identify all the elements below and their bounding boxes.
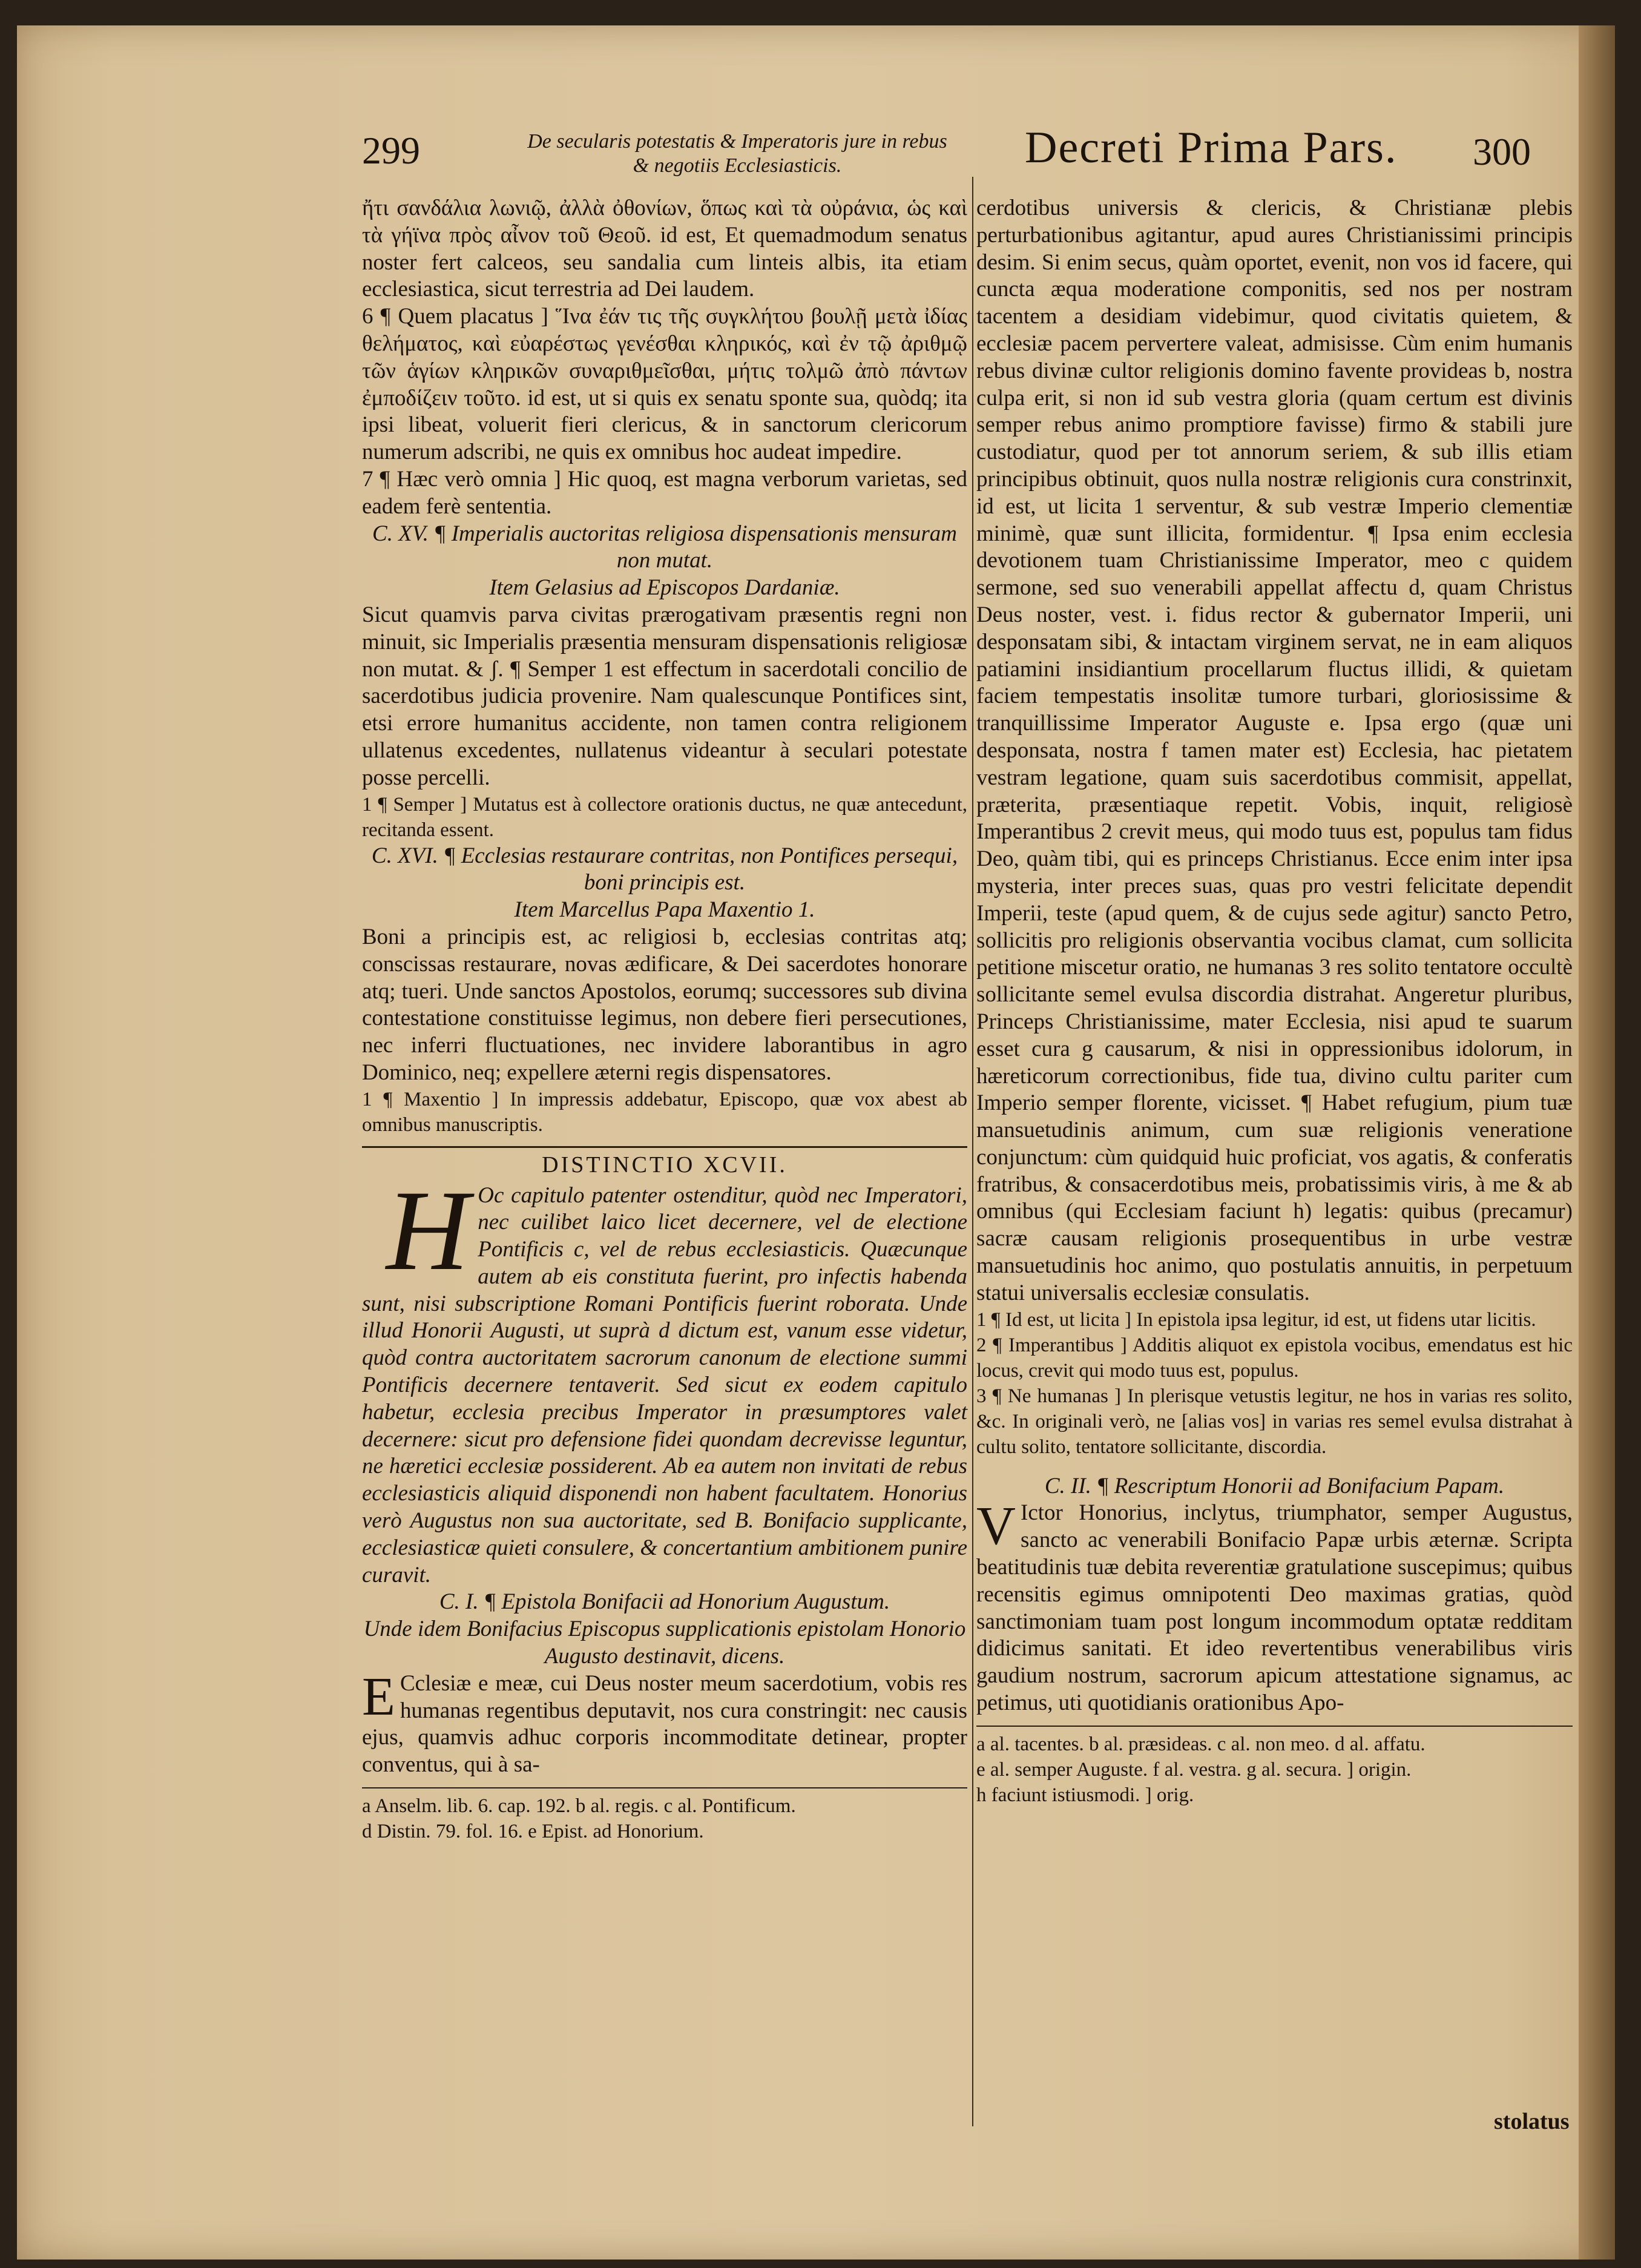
footnote-right-2: e al. semper Auguste. f al. vestra. g al. secura. ] origin.: [976, 1758, 1412, 1781]
chapter-1-heading: C. I. ¶ Epistola Bonifacii ad Honorium Augustum.: [439, 1589, 890, 1615]
page-number-right: 300: [1473, 130, 1531, 173]
distinction-summary: Oc capitulo patenter ostenditur, quòd nec Imperatori, nec cuilibet laico licet decernere, vel de electione Pontificis c, vel de rebus ecclesiasticis. Quæcunque autem ab eis constituta fuerint, pro infectis habenda sunt, nisi subscriptione Romani Pontificis fuerint roborata. Unde illud Honorii Augusti, ut suprà d dictum est, vanum esse videtur, quòd contra auctoritatem sacrorum canonum de electione summi Pontificis decernere tentaverit. Sed sicut ex eodem capitulo habetur, ecclesia precibus Imperator in præsumptores valet decernere: sicut pro defensione fidei quondam decrevisse leguntur, ne hæretici ecclesiæ possiderent. Ab ea autem non invitati de rebus ecclesiasticis aliquid disponendi non habent facultatem. Honorius verò Augustus non sua auctoritate, sed B. Bonifacio supplicante, ecclesiasticæ quieti consulere, & concertantium ambitionem punire curavit.: [362, 1182, 967, 1587]
right-column: [976, 195, 1573, 1808]
book-spine: [1579, 25, 1615, 2260]
running-title-left: De secularis potestatis & Imperatoris jure in rebus & negotiis Ecclesiasticis.: [527, 130, 947, 177]
page-number-left: 299: [362, 129, 420, 172]
note-7-paragraph: 7 ¶ Hæc verò omnia ] Hic quoq, est magna verborum varietas, sed eadem ferè sententia.: [362, 466, 967, 519]
greek-paragraph: ἤτι σανδάλια λωνιῷ, ἀλλὰ ὀθονίων, ὅπως καὶ τὰ οὐράνια, ὡς καὶ τὰ γήϊνα πρὸς αἶνον τοῦ Θεοῦ. id est, Et quemadmodum senatus noster fert calceos, seu sandalia cum linteis albis, ita etiam ecclesiastica, sicut terrestria ad Dei laudem.: [362, 196, 967, 302]
chapter-15-body: Sicut quamvis parva civitas prærogativam præsentis regni non minuit, sic Imperialis præsentia mensuram dispensationis religiosæ non mutat. & ʃ. ¶ Semper 1 est effectum in sacerdotali concilio de sacerdotibus judicia provenire. Nam qualescunque Pontifices sint, etsi errore humanitus accidente, non tamen contra religionem ullatenus excedentes, nullatenus videantur à seculari potestate posse percelli.: [362, 602, 967, 790]
left-column: [362, 195, 967, 1844]
note-2: 2 ¶ Imperantibus ] Additis aliquot ex epistola vocibus, emendatus est hic locus, crevit qui modo tuus est, populus.: [976, 1334, 1573, 1382]
column-divider: [972, 177, 973, 2126]
letter-continuation: cerdotibus universis & clericis, & Christianæ plebis perturbationibus agitantur, apud aures Christianissimi principis desim. Si enim secus, quàm oportet, evenit, non vos id facere, qui cuncta æqua moderatione componitis, sed nos per nostram tacentem a desidiam videbimur, quod civitatis quietem, & ecclesiæ pacem pervertere valeat, admisisse. Cùm enim humanis rebus divinæ cultor religionis domino favente provideas b, nostra culpa erit, si non id sub vestra gloria (quam certum est divinis semper rebus animo promptiore favisse) firmo & stabili jure custodiatur, quod per tot annorum seriem, & sub illis etiam principibus obtinuit, quos nulla nostræ religionis cura constrinxit, id est, ut licita 1 serventur, & sub vestræ Imperio clementiæ minimè, quæ sunt illicita, formidentur. ¶ Ipsa enim ecclesia devotionem tuam Christianissime Imperator, meo c quidem sermone, sed suo venerabili appellat affectu d, quam Christus Deus noster, vest. i. fidus rector & gubernator Imperii, uni desponsatam sibi, & intactam virginem servat, ne in eam aliquos patiamini insidiantium procellarum fluctus illidi, & quietam faciem tempestatis insolitæ tumore turbari, gloriosissime & tranquillissime Imperator Auguste e. Ipsa ergo (quæ uni desponsata, nostra f tamen mater est) Ecclesia, hac pietatem vestram legatione, quam suis sacerdotibus commisit, appellat, præterita, præsentiaque repetit. Vobis, inquit, religiosè Imperantibus 2 crevit meus, qui modo tuus est, populus tam fidus Deo, quàm tibi, qui es princeps Christianus. Ecce enim inter ipsa mysteria, inter preces suas, quas pro vestri felicitate dependit Imperii, teste (apud quem, & de cujus sede agitur) sancto Petro, sollicitis pro religionis observantia vocibus clamat, cum sollicita petitione miscetur oratio, ne humanas 3 res solito tentatore occultè sollicitante semel evulsa discordia distrahat. Angeretur pluribus, Princeps Christianissime, mater Ecclesia, nisi apud te suarum esset cura g causarum, & nisi in oppressionibus idolorum, in hæreticorum correctionibus, fide tua, divino cultu pariter cum Imperio semper florente, vicisset. ¶ Habet refugium, pium tuæ mansuetudinis animum, cum suæ religionis veneratione conjunctum: cùm quidquid huic proficiat, vos agatis, & conferatis fratribus, & consacerdotibus meis, probatissimis viris, à me & ab omnibus (qui Ecclesiam faciunt h) legatis: quibus (precamur) sacræ causam religionis prosequentibus in urbe vestræ mansuetudinis hoc animo, quo postulatis annuitis, in perpetuum statui universalis ecclesiæ consulatis.: [976, 196, 1573, 1305]
chapter-16-heading: C. XVI. ¶ Ecclesias restaurare contritas, non Pontifices persequi, boni principis est.: [371, 843, 958, 895]
chapter-16-note: 1 ¶ Maxentio ] In impressis addebatur, Episcopo, quæ vox abest ab omnibus manuscriptis.: [362, 1088, 967, 1136]
footnote-line-2: d Distin. 79. fol. 16. e Epist. ad Honorium.: [362, 1821, 704, 1843]
chapter-16-item: Item Marcellus Papa Maxentio 1.: [514, 897, 815, 923]
note-1: 1 ¶ Id est, ut licita ] In epistola ipsa legitur, id est, ut fidens utar licitis.: [976, 1308, 1536, 1331]
chapter-16-body: Boni a principis est, ac religiosi b, ecclesias contritas atq; conscissas restaurare, novas ædificare, & Dei sacerdotes honorare atq; tueri. Unde sanctos Apostolos, eorumq; successores sub divina contestatione constituisse legimus, non debere fieri persecutiones, nec inferri fluctuationes, nec invidere laborantibus in agro Dominico, neq; expellere æterni regis dispensatores.: [362, 924, 967, 1085]
running-title-right: Decreti Prima Pars.: [1025, 123, 1398, 173]
note-3: 3 ¶ Ne humanas ] In plerisque vetustis legitur, ne hos in varias res solito, &c. In originali verò, ne [alias vos] in varias res semel evulsa distrahat à cultu solito, tentatore sollicitante, discordia.: [976, 1385, 1573, 1458]
drop-cap-v: V: [976, 1496, 1016, 1557]
chapter-1-body: Cclesiæ e meæ, cui Deus noster meum sacerdotium, vobis res humanas regentibus deputavit, nos cura constringit: nec causis ejus, quamvis adhuc corporis incommoditate detinear, propter conventus, qui à sa-: [362, 1670, 967, 1778]
catchword: stolatus: [1494, 2109, 1570, 2134]
drop-cap-e: E: [362, 1666, 395, 1727]
chapter-15-heading: C. XV. ¶ Imperialis auctoritas religiosa dispensationis mensuram non mutat.: [372, 521, 957, 573]
footnote-line-1: a Anselm. lib. 6. cap. 192. b al. regis. c al. Pontificum.: [362, 1795, 796, 1818]
footnote-right-3: h faciunt istiusmodi. ] orig.: [976, 1784, 1194, 1806]
section-rule: [362, 1146, 967, 1148]
note-6-paragraph: 6 ¶ Quem placatus ] Ἵνα ἐάν τις τῆς συγκλήτου βουλῇ μετὰ ἰδίας θελήματος, καὶ εὐαρέστως γενέσθαι κληρικός, καὶ ἐν τῷ ἀριθμῷ τῶν ἁγίων κληρικῶν συναριθμεῖσθαι, μήτις τολμῶ ἀπὸ πάντων ἐμποδίζειν τοῦτο. id est, ut si quis ex senatu sponte sua, quòdq; ita ipsi libeat, voluerit fieri clericus, & in sanctorum clericorum numerum adscribi, ne quis ex omnibus hoc audeat impedire.: [362, 304, 967, 465]
chapter-1-item: Unde idem Bonifacius Episcopus supplicationis epistolam Honorio Augusto destinavit, dicens.: [363, 1617, 966, 1669]
chapter-15-item: Item Gelasius ad Episcopos Dardaniæ.: [489, 575, 840, 601]
book-page: [17, 25, 1615, 2260]
footnote-rule: [362, 1787, 967, 1788]
drop-cap-h: H: [386, 1167, 470, 1294]
chapter-15-note: 1 ¶ Semper ] Mutatus est à collectore orationis ductus, ne quæ antecedunt, recitanda essent.: [362, 793, 967, 841]
footnote-right-1: a al. tacentes. b al. præsideas. c al. non meo. d al. affatu.: [976, 1733, 1426, 1755]
chapter-2-heading: C. II. ¶ Rescriptum Honorii ad Bonifacium Papam.: [1044, 1473, 1505, 1498]
chapter-2-body: Ictor Honorius, inclytus, triumphator, semper Augustus, sancto ac venerabili Bonifacio Papæ urbis æternæ. Scripta beatitudinis tuæ debita reverentiæ gratulatione suscepimus; quibus recensitis egimus omnipotenti Deo maximas gratias, quòd sanctimoniam tuam post longum incommodum optatæ redditam didicimus sanitati. Et ideo revertentibus venerabilibus viris gaudium nostrum, sacrorum apicum attestatione signamus, ac petimus, uti quotidianis orationibus Apo-: [976, 1500, 1573, 1716]
footnote-rule-right: [976, 1726, 1573, 1727]
distinction-title: DISTINCTIO XCVII.: [542, 1152, 788, 1178]
